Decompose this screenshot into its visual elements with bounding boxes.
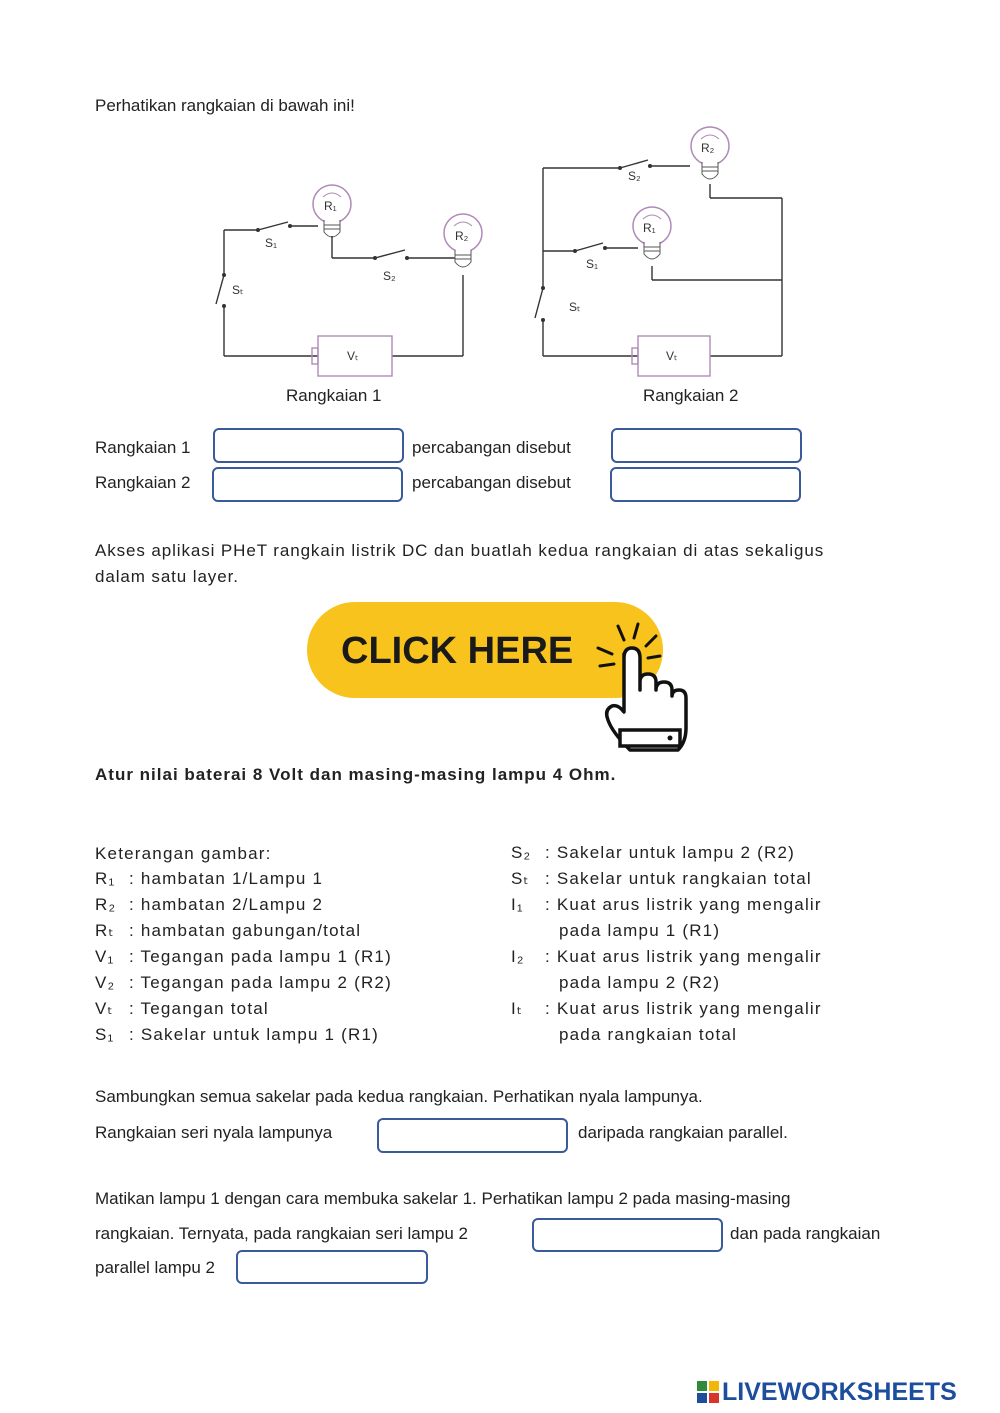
answer-input-rangkaian-1-type[interactable] [213, 428, 404, 463]
bulb-r1-icon [313, 185, 351, 258]
q1-line2-prefix: Rangkaian seri nyala lampunya [95, 1123, 333, 1142]
q1-line1: Sambungkan semua sakelar pada kedua rangkaian. Perhatikan nyala lampunya. [95, 1087, 703, 1106]
svg-text:S₁: S₁ [265, 236, 278, 250]
svg-text:S₂: S₂ [628, 169, 641, 183]
row1-label: Rangkaian 1 [95, 438, 191, 457]
svg-text:R₁: R₁ [324, 199, 337, 213]
row2-label: Rangkaian 2 [95, 473, 191, 492]
legend-title: Keterangan gambar: [95, 844, 272, 863]
instruction-text: Akses aplikasi PHeT rangkain listrik DC dan buatlah kedua rangkaian di atas sekaligus [95, 541, 825, 560]
pointing-hand-icon [590, 618, 700, 753]
circuit-2-caption: Rangkaian 2 [643, 386, 739, 405]
q2-line2-prefix: rangkaian. Ternyata, pada rangkaian seri lampu 2 [95, 1224, 468, 1243]
q2-line1: Matikan lampu 1 dengan cara membuka sakelar 1. Perhatikan lampu 2 pada masing-masing [95, 1189, 791, 1208]
answer-input-seri-lampu-2[interactable] [532, 1218, 723, 1252]
circuit-2-diagram [520, 118, 810, 380]
q1-line2-suffix: daripada rangkaian parallel. [578, 1123, 788, 1142]
circuit-1-caption: Rangkaian 1 [286, 386, 382, 405]
instruction-text-line2: dalam satu layer. [95, 567, 239, 586]
answer-input-parallel-lampu-2[interactable] [236, 1250, 428, 1284]
answer-input-rangkaian-1-branch[interactable] [611, 428, 802, 463]
intro-text: Perhatikan rangkaian di bawah ini! [95, 96, 355, 115]
circuit-1-diagram [200, 170, 500, 380]
svg-text:R₁: R₁ [643, 221, 656, 235]
svg-text:Vₜ: Vₜ [666, 349, 678, 363]
row2-mid-text: percabangan disebut [412, 473, 571, 492]
instruction-bold-text: Atur nilai baterai 8 Volt dan masing-masing lampu 4 Ohm. [95, 765, 617, 784]
svg-text:Sₜ: Sₜ [232, 283, 244, 297]
liveworksheets-brand[interactable]: LIVEWORKSHEETS [722, 1378, 957, 1406]
answer-input-rangkaian-2-type[interactable] [212, 467, 403, 502]
svg-text:Vₜ: Vₜ [347, 349, 359, 363]
click-here-label: CLICK HERE [341, 630, 574, 672]
liveworksheets-logo-icon [697, 1381, 719, 1403]
row1-mid-text: percabangan disebut [412, 438, 571, 457]
answer-input-rangkaian-2-branch[interactable] [610, 467, 801, 502]
svg-text:Sₜ: Sₜ [569, 300, 581, 314]
svg-text:S₂: S₂ [383, 269, 396, 283]
svg-text:R₂: R₂ [455, 229, 469, 243]
answer-input-nyala-seri[interactable] [377, 1118, 568, 1153]
svg-text:S₁: S₁ [586, 257, 599, 271]
q2-line3-prefix: parallel lampu 2 [95, 1258, 216, 1277]
svg-text:R₂: R₂ [701, 141, 715, 155]
q2-line2-suffix: dan pada rangkaian [730, 1224, 881, 1243]
